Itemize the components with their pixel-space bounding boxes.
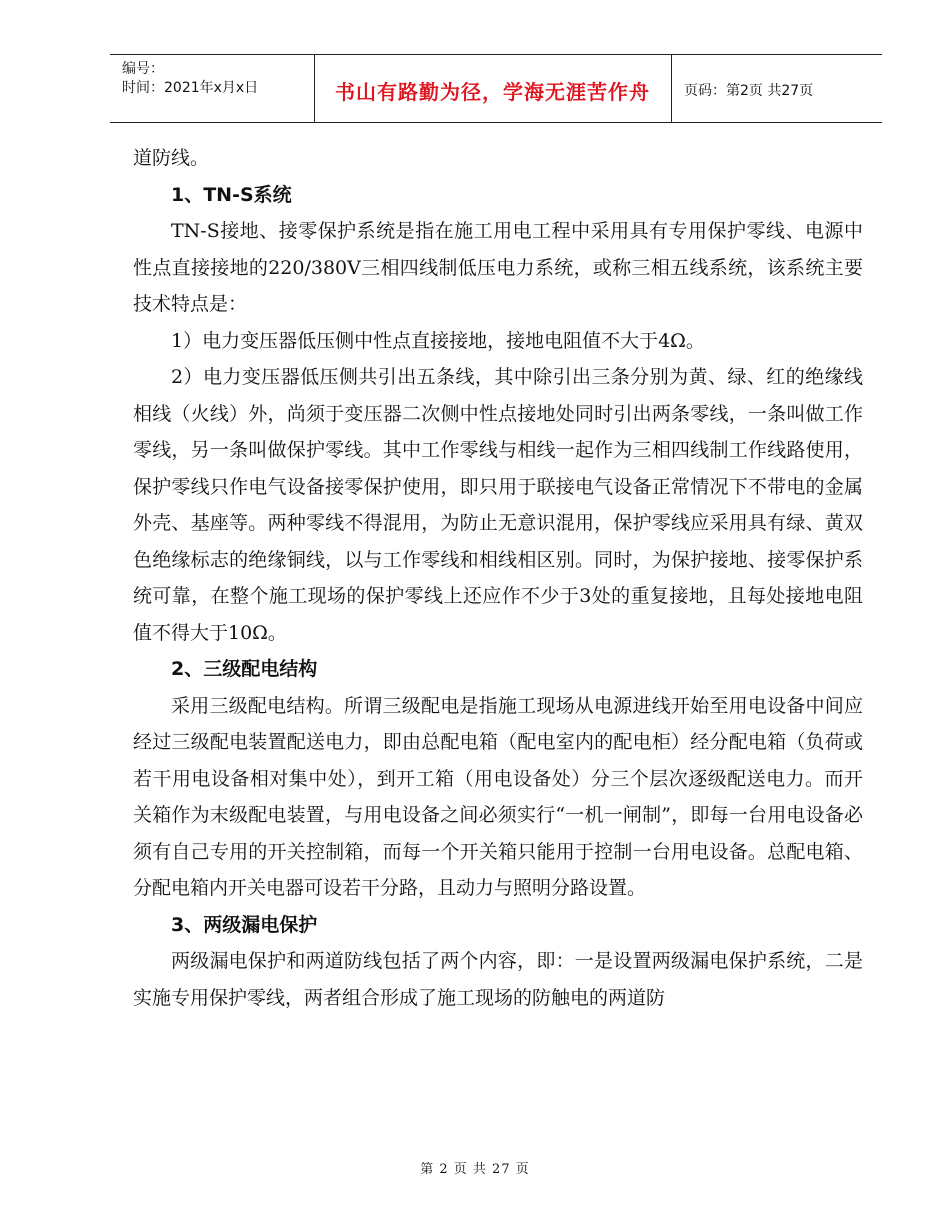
section-heading-tns: 1、TN-S系统 [171, 183, 292, 206]
header-top-rule [110, 54, 882, 55]
header-bottom-rule [110, 122, 882, 123]
paragraph-two-level: 两级漏电保护和两道防线包括了两个内容，即：一是设置两级漏电保护系统，二是实施专用保护零线，两者组合形成了施工现场的防触电的两道防 [133, 950, 863, 1009]
header-divider-right [671, 54, 672, 122]
section-heading-two-level: 3、两级漏电保护 [171, 913, 318, 936]
section-heading-three-level: 2、三级配电结构 [171, 658, 318, 680]
header-page-info: 页码：第2页 共27页 [684, 83, 814, 99]
header-motto: 书山有路勤为径，学海无涯苦作舟 [335, 80, 650, 104]
paragraph-item-1: 1）电力变压器低压侧中性点直接接地，接地电阻值不大于4Ω。 [171, 329, 705, 352]
paragraph-tns-intro: TN-S接地、接零保护系统是指在施工用电工程中采用具有专用保护零线、电源中性点直接接地的220/380V三相四线制低压电力系统，或称三相五线系统，该系统主要技术特点是： [133, 220, 863, 315]
paragraph-three-level: 采用三级配电结构。所谓三级配电是指施工现场从电源进线开始至用电设备中间应经过三级配电装置配送电力，即由总配电箱（配电室内的配电柜）经分配电箱（负荷或若干用电设备相对集中处），到开工箱（用电设备处）分三个层次逐级配送电力。而开关箱作为末级配电装置，与用电设备之间必须实行“一机一闸制”，即每一台用电设备必须有自己专用的开关控制箱，而每一个开关箱只能用于控制一台用电设备。总配电箱、分配电箱内开关电器可设若干分路，且动力与照明分路设置。 [133, 694, 863, 899]
number-label: 编号： [122, 61, 164, 77]
document-body [133, 140, 863, 1016]
date-label: 时间：2021年x月x日 [122, 80, 259, 96]
page-footer: 第 2 页 共 27 页 [420, 1162, 530, 1177]
paragraph-continuation: 道防线。 [133, 147, 210, 169]
paragraph-item-2: 2）电力变压器低压侧共引出五条线，其中除引出三条分别为黄、绿、红的绝缘线相线（火线）外，尚须于变压器二次侧中性点接地处同时引出两条零线，一条叫做工作零线，另一条叫做保护零线。其中工作零线与相线一起作为三相四线制工作线路使用，保护零线只作电气设备接零保护使用，即只用于联接电气设备正常情况下不带电的金属外壳、基座等。两种零线不得混用，为防止无意识混用，保护零线应采用具有绿、黄双色绝缘标志的绝缘铜线，以与工作零线和相线相区别。同时，为保护接地、接零保护系统可靠，在整个施工现场的保护零线上还应作不少于3处的重复接地，且每处接地电阻值不得大于10Ω。 [133, 366, 863, 644]
header-left-block [122, 60, 258, 98]
